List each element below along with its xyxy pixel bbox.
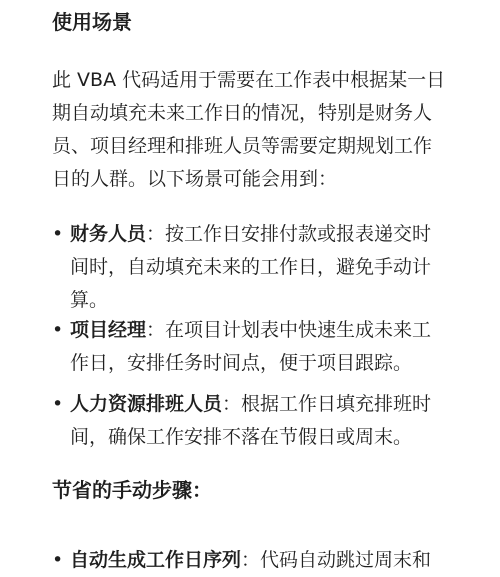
bullet-term: 自动生成工作日序列 bbox=[70, 549, 242, 571]
bullet-dot: • bbox=[52, 393, 64, 415]
bullet-line bbox=[70, 218, 470, 251]
bullet-desc: ：按工作日安排付款或报表递交时 bbox=[146, 223, 432, 245]
bullet-dot: • bbox=[52, 223, 64, 245]
intro-line: 此 VBA 代码适用于需要在工作表中根据某一日 bbox=[52, 69, 446, 91]
intro-paragraph bbox=[52, 64, 472, 196]
bullet-term: 财务人员 bbox=[70, 223, 147, 245]
bullet-term: 项目经理 bbox=[70, 319, 147, 341]
intro-line: 员、项目经理和排班人员等需要定期规划工作 bbox=[52, 135, 433, 157]
intro-line: 日的人群。以下场景可能会用到： bbox=[52, 168, 338, 190]
bullet-line bbox=[70, 544, 470, 577]
bullet-line bbox=[70, 314, 470, 347]
bullet-line: 间，确保工作安排不落在节假日或周末。 bbox=[70, 426, 413, 448]
bullet-term: 人力资源排班人员 bbox=[70, 393, 223, 415]
section-heading-usage-scenarios: 使用场景 bbox=[52, 10, 132, 34]
bullet-desc: ：代码自动跳过周末和 bbox=[241, 549, 432, 571]
bullet-text bbox=[70, 218, 470, 317]
intro-line: 期自动填充未来工作日的情况，特别是财务人 bbox=[52, 102, 433, 124]
bullet-line: 作日，安排任务时间点，便于项目跟踪。 bbox=[70, 352, 413, 374]
bullet-line bbox=[70, 388, 470, 421]
bullet-dot: • bbox=[52, 549, 64, 571]
bullet-line: 算。 bbox=[70, 289, 109, 311]
bullet-desc: ：根据工作日填充排班时 bbox=[222, 393, 432, 415]
bullet-line: 间时，自动填充未来的工作日，避免手动计 bbox=[70, 256, 432, 278]
bullet-text bbox=[70, 388, 470, 454]
bullet-desc: ：在项目计划表中快速生成未来工 bbox=[146, 319, 432, 341]
bullet-text bbox=[70, 314, 470, 380]
section-heading-saved-steps: 节省的手动步骤： bbox=[52, 478, 212, 502]
bullet-dot: • bbox=[52, 319, 64, 341]
bullet-text bbox=[70, 544, 470, 577]
